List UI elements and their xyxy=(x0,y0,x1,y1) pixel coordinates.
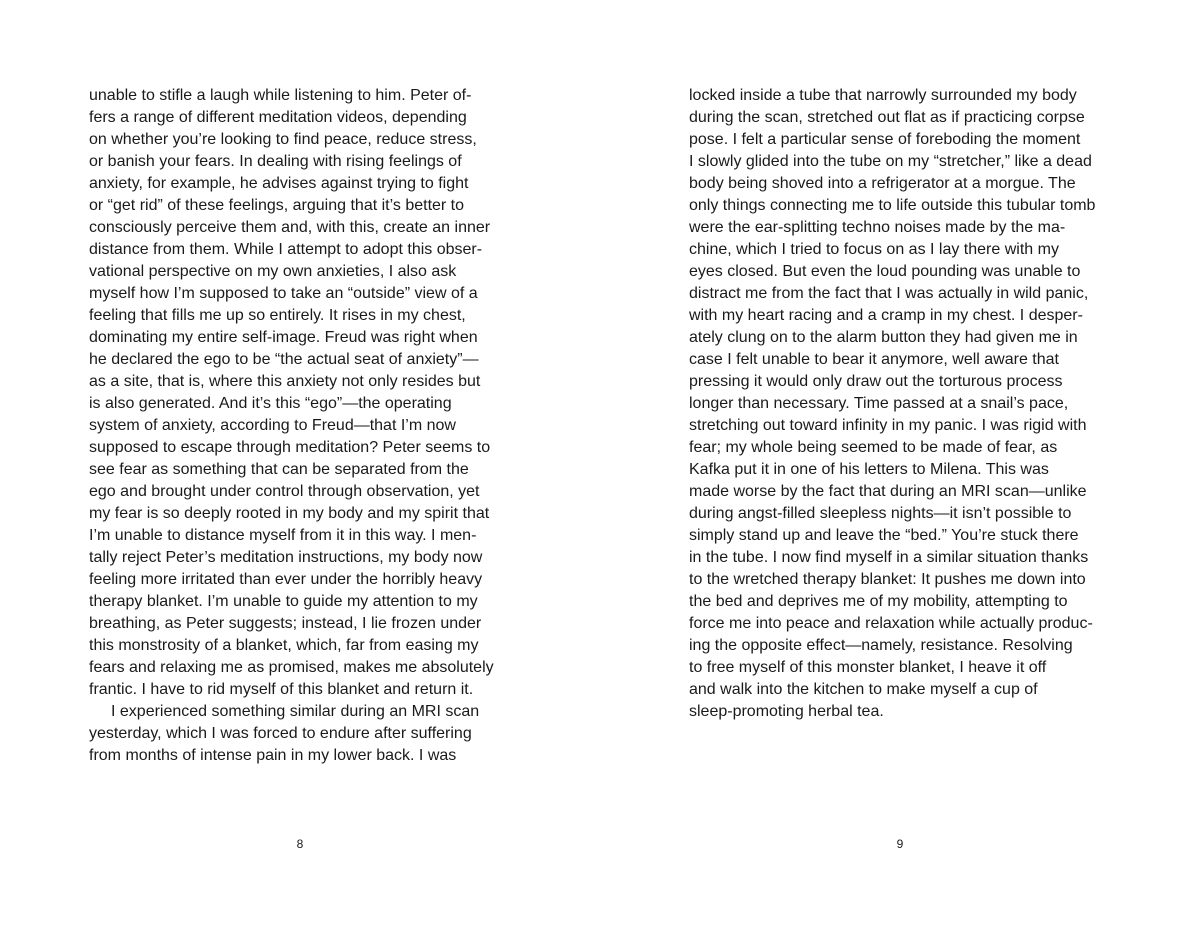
text-line: chine, which I tried to focus on as I lay there with my xyxy=(689,241,1059,258)
text-line: ing the opposite effect—namely, resistance. Resolving xyxy=(689,637,1073,654)
text-line: fear; my whole being seemed to be made of fear, as xyxy=(689,439,1058,456)
text-line: my fear is so deeply rooted in my body and my spirit that xyxy=(89,505,490,522)
text-line: locked inside a tube that narrowly surrounded my body xyxy=(689,87,1077,104)
text-line: longer than necessary. Time passed at a snail’s pace, xyxy=(689,395,1069,412)
text-line: therapy blanket. I’m unable to guide my attention to my xyxy=(89,593,478,610)
text-line: during the scan, stretched out flat as if practicing corpse xyxy=(689,109,1085,126)
text-line: distance from them. While I attempt to adopt this obser- xyxy=(89,241,483,258)
left-page-text xyxy=(89,85,517,767)
text-line: myself how I’m supposed to take an “outside” view of a xyxy=(89,285,478,302)
text-line: force me into peace and relaxation while actually produc- xyxy=(689,615,1093,632)
text-line: dominating my entire self-image. Freud was right when xyxy=(89,329,478,346)
right-page-text xyxy=(689,85,1117,723)
text-line: stretching out toward infinity in my panic. I was rigid with xyxy=(689,417,1087,434)
text-line: see fear as something that can be separated from the xyxy=(89,461,469,478)
text-line: distract me from the fact that I was actually in wild panic, xyxy=(689,285,1089,302)
text-line: on whether you’re looking to find peace, reduce stress, xyxy=(89,131,477,148)
text-line: as a site, that is, where this anxiety not only resides but xyxy=(89,373,481,390)
text-line: were the ear-splitting techno noises made by the ma- xyxy=(689,219,1066,236)
paragraph-start-line: I experienced something similar during an MRI scan xyxy=(111,703,480,720)
text-line: from months of intense pain in my lower back. I was xyxy=(89,747,457,764)
text-line: to free myself of this monster blanket, I heave it off xyxy=(689,659,1047,676)
text-line: ately clung on to the alarm button they had given me in xyxy=(689,329,1078,346)
text-line: simply stand up and leave the “bed.” You’re stuck there xyxy=(689,527,1079,544)
text-line: fears and relaxing me as promised, makes me absolutely xyxy=(89,659,494,676)
text-line: is also generated. And it’s this “ego”—the operating xyxy=(89,395,452,412)
text-line: ego and brought under control through observation, yet xyxy=(89,483,480,500)
text-line: system of anxiety, according to Freud—that I’m now xyxy=(89,417,456,434)
text-line: feeling more irritated than ever under the horribly heavy xyxy=(89,571,483,588)
text-line: feeling that fills me up so entirely. It rises in my chest, xyxy=(89,307,466,324)
text-line: eyes closed. But even the loud pounding was unable to xyxy=(689,263,1081,280)
text-line: during angst-filled sleepless nights—it isn’t possible to xyxy=(689,505,1072,522)
text-line: sleep-promoting herbal tea. xyxy=(689,703,884,720)
text-line: vational perspective on my own anxieties, I also ask xyxy=(89,263,457,280)
text-line: I slowly glided into the tube on my “stretcher,” like a dead xyxy=(689,153,1092,170)
text-line: tally reject Peter’s meditation instructions, my body now xyxy=(89,549,483,566)
text-line: anxiety, for example, he advises against trying to fight xyxy=(89,175,469,192)
text-line: pressing it would only draw out the torturous process xyxy=(689,373,1063,390)
text-line: with my heart racing and a cramp in my chest. I desper- xyxy=(689,307,1083,324)
text-line: fers a range of different meditation videos, depending xyxy=(89,109,467,126)
text-line: body being shoved into a refrigerator at a morgue. The xyxy=(689,175,1076,192)
text-line: made worse by the fact that during an MRI scan—unlike xyxy=(689,483,1087,500)
text-line: yesterday, which I was forced to endure after suffering xyxy=(89,725,472,742)
text-line: frantic. I have to rid myself of this blanket and return it. xyxy=(89,681,474,698)
text-line: I’m unable to distance myself from it in this way. I men- xyxy=(89,527,477,544)
text-line: he declared the ego to be “the actual seat of anxiety”— xyxy=(89,351,479,368)
text-line: consciously perceive them and, with this, create an inner xyxy=(89,219,491,236)
page-number: 9 xyxy=(896,837,904,851)
text-line: unable to stifle a laugh while listening to him. Peter of- xyxy=(89,87,472,104)
text-line: or “get rid” of these feelings, arguing that it’s better to xyxy=(89,197,465,214)
text-line: breathing, as Peter suggests; instead, I lie frozen under xyxy=(89,615,482,632)
text-line: or banish your fears. In dealing with rising feelings of xyxy=(89,153,462,170)
text-line: only things connecting me to life outside this tubular tomb xyxy=(689,197,1096,214)
text-line: the bed and deprives me of my mobility, attempting to xyxy=(689,593,1068,610)
text-line: Kafka put it in one of his letters to Milena. This was xyxy=(689,461,1049,478)
text-line: case I felt unable to bear it anymore, well aware that xyxy=(689,351,1059,368)
text-line: this monstrosity of a blanket, which, far from easing my xyxy=(89,637,479,654)
page-number: 8 xyxy=(296,837,304,851)
text-line: to the wretched therapy blanket: It pushes me down into xyxy=(689,571,1086,588)
text-line: in the tube. I now find myself in a similar situation thanks xyxy=(689,549,1089,566)
text-line: and walk into the kitchen to make myself a cup of xyxy=(689,681,1038,698)
right-page xyxy=(600,0,1200,938)
text-line: supposed to escape through meditation? Peter seems to xyxy=(89,439,491,456)
text-line: pose. I felt a particular sense of foreboding the moment xyxy=(689,131,1081,148)
